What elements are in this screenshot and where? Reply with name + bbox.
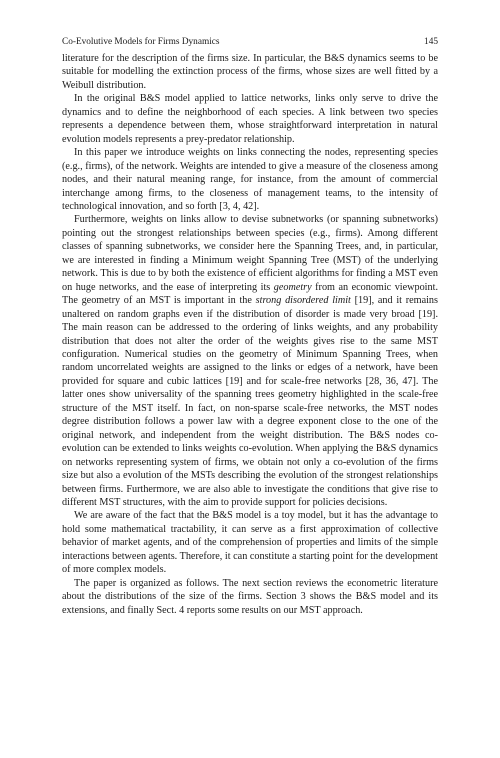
running-title: Co-Evolutive Models for Firms Dynamics xyxy=(62,37,220,47)
page-number: 145 xyxy=(424,37,438,47)
emphasis-geometry: geometry xyxy=(273,281,312,293)
paragraph-4-segment-3: [19], and it remains unaltered on random graphs even if the distribution of disorder is made very broad [19]. The main reason can be addressed to the ordering of links weights, and any probability distribution that does not alter the order of the weights gives rise to the same MST configuration. Numerical studies on the geometry of Minimum Spanning Trees, when random uncorrelated weights are assigned to the links or edges of a network, have been provided for square and cubic lattices [19] and for scale-free networks [28, 36, 47]. The latter ones show universality of the spanning trees geometry highlighted in the scale-free structure of the MST itself. In fact, on non-sparse scale-free networks, the MST nodes degree distribution follows a power law with a degree exponent close to the one of the original network, and independent from the weight distribution. The B&S nodes co-evolution can be extended to links weights co-evolution. When applying the B&S dynamics on networks representing system of firms, we obtain not only a co-evolution of the firms size but also a evolution of the MSTs describing the evolution of the strongest relationships between firms. Furthermore, we are also able to investigate the conditions that give rise to different MST structures, with the aim to provide support for policies decisions. xyxy=(62,295,438,508)
paragraph-3: In this paper we introduce weights on links connecting the nodes, representing species (e.g., firms), of the network. Weights are intended to give a measure of the closeness among nodes, and their natural meaning range, for instance, from the amount of commercial interchange among firms, to the closeness of management teams, to the intensity of technological innovation, and so forth [3, 4, 42]. xyxy=(62,147,438,212)
paragraph-6: The paper is organized as follows. The next section reviews the econometric literature about the distributions of the size of the firms. Section 3 shows the B&S model and its extensions, and finally Sect. 4 reports some results on our MST approach. xyxy=(62,577,438,616)
paragraph-4-segment-1: Furthermore, weights on links allow to devise subnetworks (or spanning subnetworks) pointing out the strongest relationships between species (e.g., firms). Among different classes of spanning subnetworks, we consider here the Spanning Trees, and, in particular, we are interested in finding a Minimum weight Spanning Tree (MST) of the underlying network. This is due to by both the existence of efficient algorithms for finding a MST even on huge networks, and the ease of interpreting its xyxy=(62,214,438,293)
page xyxy=(62,36,438,617)
paragraph-2: In the original B&S model applied to lattice networks, links only serve to drive the dynamics and to define the neighborhood of each species. A link between two species represents a dependence between them, whose straightforward interpretation in natural evolution models represents a prey-predator relationship. xyxy=(62,93,438,145)
paragraph-1: literature for the description of the firms size. In particular, the B&S dynamics seems to be suitable for modelling the extinction process of the firms, whose sizes are well fitted by a Weibull distribution. xyxy=(62,53,438,91)
emphasis-strong-disordered-limit: strong disordered limit xyxy=(255,295,351,307)
paragraph-5: We are aware of the fact that the B&S model is a toy model, but it has the advantage to hold some mathematical tractability, it can serve as a first approximation of collective behavior of market agents, and of the comprehension of properties and limits of the simple interactions between agents. Therefore, it can constitute a starting point for the development of more complex models. xyxy=(62,510,438,576)
running-head xyxy=(62,36,438,52)
paragraph-4 xyxy=(62,213,438,509)
body-text xyxy=(62,52,438,617)
paragraph-4-segment-2: from an economic viewpoint. The geometry of an MST is important in the xyxy=(62,281,438,307)
